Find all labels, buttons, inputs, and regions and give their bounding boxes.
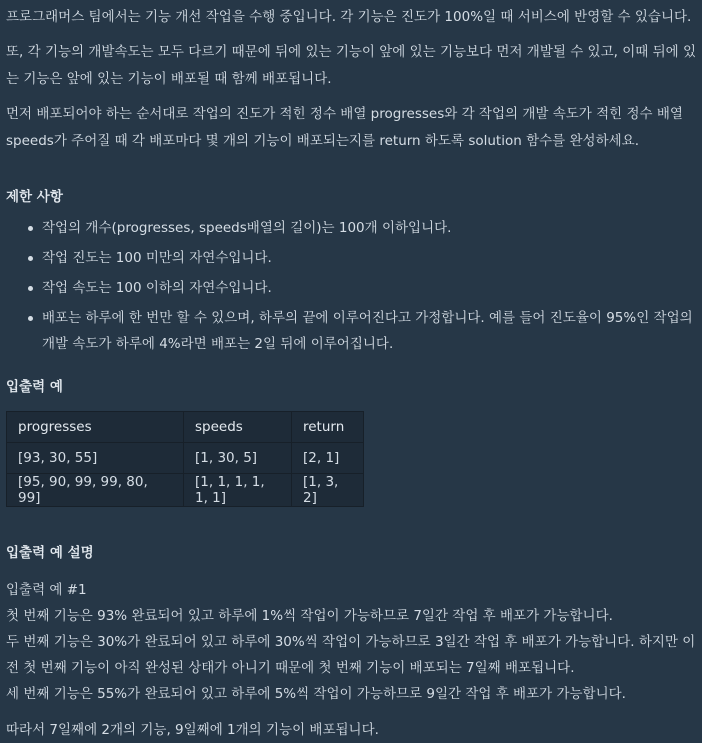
constraint-text: 작업의 개수(progresses, speeds배열의 길이)는 100개 이하입니다. [42, 220, 452, 236]
explanation-line: 전 첫 번째 기능이 아직 완성된 상태가 아니기 때문에 첫 번째 기능이 배포되는 7일째 배포됩니다. [6, 660, 575, 676]
bullet-icon [28, 316, 33, 321]
table-cell: [1, 30, 5] [184, 443, 292, 474]
problem-description [6, 0, 696, 743]
constraints-heading: 제한 사항 [6, 189, 63, 205]
io-explanation-heading: 입출력 예 설명 [6, 545, 94, 561]
task-paragraph [6, 101, 696, 155]
table-header-row [7, 412, 364, 443]
speed-paragraph [6, 39, 696, 93]
speed-paragraph-line: 는 기능은 앞에 있는 기능이 배포될 때 함께 배포됩니다. [6, 71, 332, 87]
table-cell: [1, 1, 1, 1, 1, 1] [184, 474, 292, 507]
speed-paragraph-line: 또, 각 기능의 개발속도는 모두 다르기 때문에 뒤에 있는 기능이 앞에 있는 기능보다 먼저 개발될 수 있고, 이때 뒤에 있 [6, 44, 697, 60]
constraint-text: 작업 속도는 100 이하의 자연수입니다. [42, 280, 272, 296]
table-cell: [2, 1] [292, 443, 364, 474]
explanation-line: 두 번째 기능은 30%가 완료되어 있고 하루에 30%씩 작업이 가능하므로 3일간 작업 후 배포가 가능합니다. 하지만 이 [6, 634, 696, 650]
table-cell: [93, 30, 55] [7, 443, 184, 474]
constraints-list [6, 215, 696, 357]
task-paragraph-line: speeds가 주어질 때 각 배포마다 몇 개의 기능이 배포되는지를 return 하도록 solution 함수를 완성하세요. [6, 133, 639, 149]
io-example-heading: 입출력 예 [6, 379, 63, 395]
bullet-icon [28, 226, 33, 231]
bullet-icon [28, 256, 33, 261]
table-row [7, 443, 364, 474]
constraint-item [6, 305, 696, 357]
task-paragraph-line: 먼저 배포되어야 하는 순서대로 작업의 진도가 적힌 정수 배열 progresses와 각 작업의 개발 속도가 적힌 정수 배열 [6, 106, 683, 122]
bullet-icon [28, 286, 33, 291]
intro-paragraph: 프로그래머스 팀에서는 기능 개선 작업을 수행 중입니다. 각 기능은 진도가 100%일 때 서비스에 반영할 수 있습니다. [6, 9, 692, 25]
explanation-conclusion: 따라서 7일째에 2개의 기능, 9일째에 1개의 기능이 배포됩니다. [6, 722, 379, 738]
table-cell: [1, 3, 2] [292, 474, 364, 507]
io-example-table [6, 411, 364, 507]
explanation-line: 세 번째 기능은 55%가 완료되어 있고 하루에 5%씩 작업이 가능하므로 9일간 작업 후 배포가 가능합니다. [6, 686, 626, 702]
constraint-text: 개발 속도가 하루에 4%라면 배포는 2일 뒤에 이루어집니다. [42, 336, 394, 352]
explanation-line: 첫 번째 기능은 93% 완료되어 있고 하루에 1%씩 작업이 가능하므로 7일간 작업 후 배포가 가능합니다. [6, 608, 613, 624]
column-header-return: return [292, 412, 364, 443]
table-row [7, 474, 364, 507]
constraint-text: 배포는 하루에 한 번만 할 수 있으며, 하루의 끝에 이루어진다고 가정합니다. 예를 들어 진도율이 95%인 작업의 [42, 310, 693, 326]
constraint-text: 작업 진도는 100 미만의 자연수입니다. [42, 250, 272, 266]
constraint-item [6, 275, 696, 301]
column-header-progresses: progresses [7, 412, 184, 443]
table-cell: [95, 90, 99, 99, 80, 99] [7, 474, 184, 507]
column-header-speeds: speeds [184, 412, 292, 443]
constraint-item [6, 245, 696, 271]
example-title: 입출력 예 #1 [6, 582, 87, 598]
constraint-item [6, 215, 696, 241]
